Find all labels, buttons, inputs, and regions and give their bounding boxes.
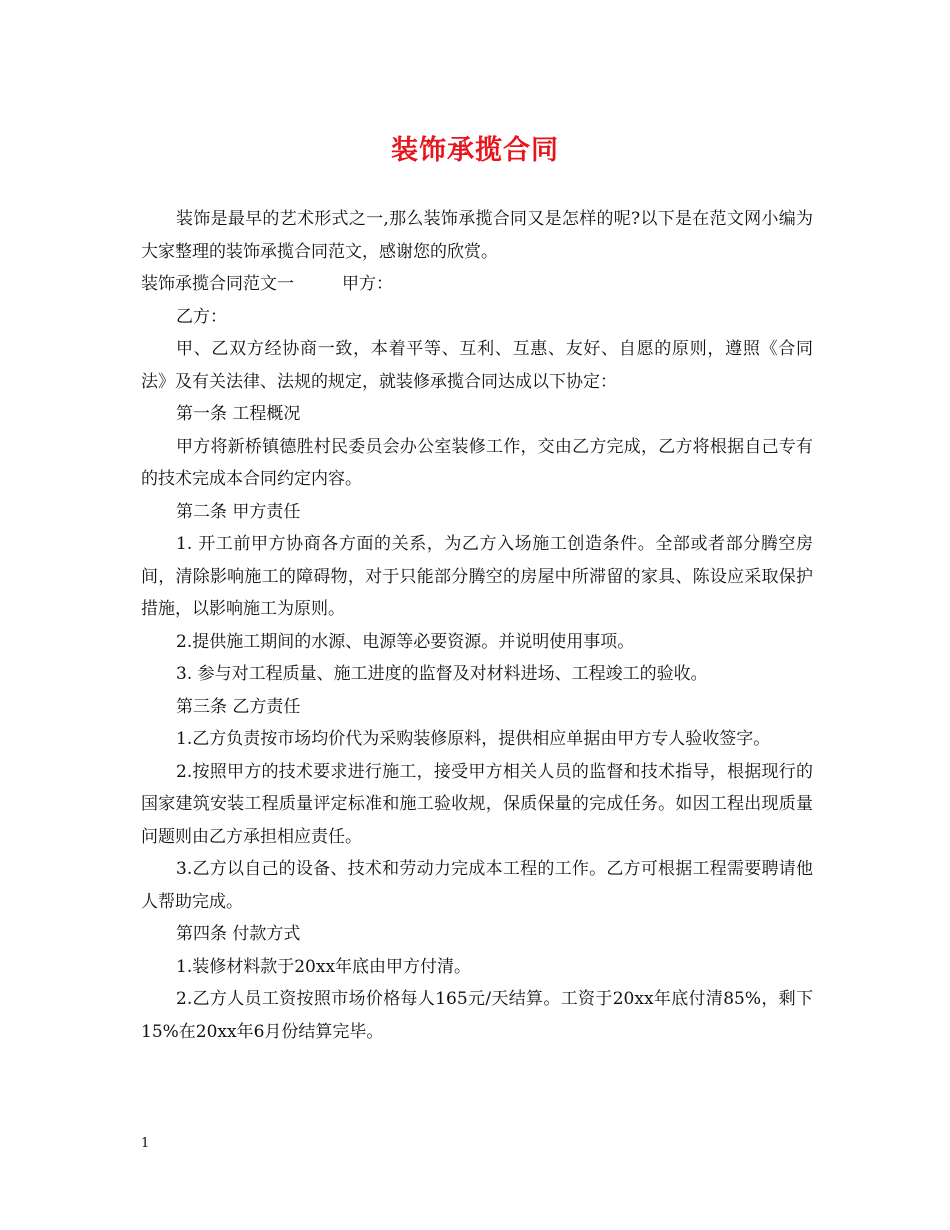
- article-4-item-1: 1.装修材料款于20xx年底由甲方付清。: [176, 956, 472, 977]
- sample-heading: 装饰承揽合同范文一: [141, 274, 294, 294]
- article-2-heading: 第二条 甲方责任: [176, 501, 301, 522]
- document-body: [141, 203, 813, 1048]
- party-a-label: 甲方：: [342, 274, 393, 294]
- article-1-heading: 第一条 工程概况: [176, 404, 301, 424]
- article-1-text: 甲方将新桥镇德胜村民委员会办公室装修工作，交由乙方完成，乙方将根据自己专有的技术完成本合同约定内容。: [141, 436, 813, 489]
- article-2-item-2: 2.提供施工期间的水源、电源等必要资源。并说明使用事项。: [176, 631, 635, 652]
- article-2-item-1: 1. 开工前甲方协商各方面的关系，为乙方入场施工创造条件。全部或者部分腾空房间，清除影响施工的障碍物，对于只能部分腾空的房屋中所滞留的家具、陈设应采取保护措施，以影响施工为原则。: [141, 534, 813, 619]
- article-3-item-3: 3.乙方以自己的设备、技术和劳动力完成本工程的工作。乙方可根据工程需要聘请他人帮助完成。: [141, 859, 813, 912]
- article-3-item-2: 2.按照甲方的技术要求进行施工，接受甲方相关人员的监督和技术指导，根据现行的国家建筑安装工程质量评定标准和施工验收规，保质保量的完成任务。如因工程出现质量问题则由乙方承担相应责任。: [141, 761, 813, 847]
- article-2-item-3: 3. 参与对工程质量、施工进度的监督及对材料进场、工程竣工的验收。: [176, 664, 708, 684]
- article-4-heading: 第四条 付款方式: [176, 924, 301, 944]
- party-b-label: 乙方：: [176, 306, 227, 327]
- article-4-item-2: 2.乙方人员工资按照市场价格每人165元/天结算。工资于20xx年底付清85%，剩下15%在20xx年6月份结算完毕。: [141, 989, 813, 1042]
- article-3-item-1: 1.乙方负责按市场均价代为采购装修原料，提供相应单据由甲方专人验收签字。: [176, 729, 771, 749]
- intro-paragraph: 装饰是最早的艺术形式之一,那么装饰承揽合同又是怎样的呢?以下是在范文网小编为大家整理的装饰承揽合同范文，感谢您的欣赏。: [141, 209, 813, 262]
- agreement-paragraph: 甲、乙双方经协商一致，本着平等、互利、互惠、友好、自愿的原则，遵照《合同法》及有关法律、法规的规定，就装修承揽合同达成以下协定：: [141, 339, 813, 392]
- article-3-heading: 第三条 乙方责任: [176, 696, 301, 717]
- document-title: 装饰承揽合同: [391, 135, 559, 166]
- page-number: 1: [141, 1136, 150, 1151]
- sample-heading-line: [141, 268, 813, 301]
